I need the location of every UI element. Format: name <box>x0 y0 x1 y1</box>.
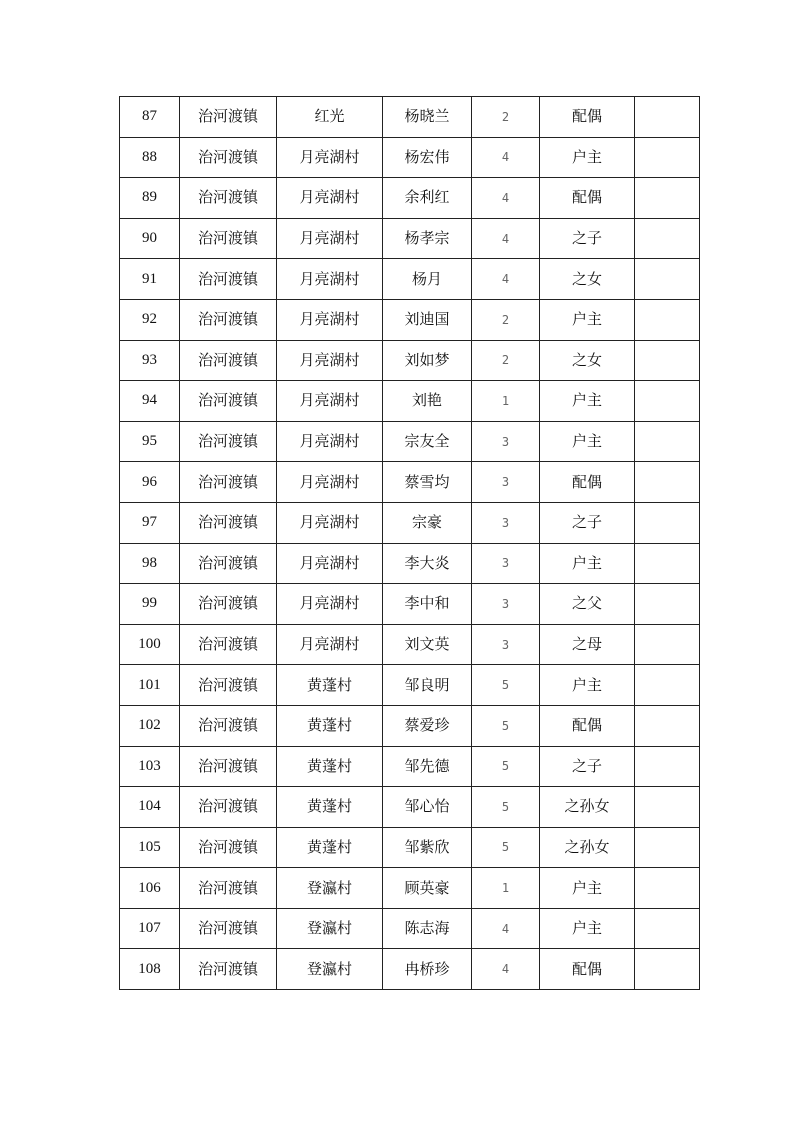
note-cell <box>635 827 700 868</box>
note-cell <box>635 259 700 300</box>
note-cell <box>635 381 700 422</box>
person-name-cell: 杨宏伟 <box>383 137 472 178</box>
town-cell: 治河渡镇 <box>180 178 277 219</box>
person-name-cell: 杨晓兰 <box>383 97 472 138</box>
village-cell: 月亮湖村 <box>277 299 383 340</box>
note-cell <box>635 665 700 706</box>
person-name-cell: 李大炎 <box>383 543 472 584</box>
household-size-cell: 5 <box>472 787 540 828</box>
person-name-cell: 宗豪 <box>383 502 472 543</box>
person-name-cell: 蔡爱珍 <box>383 705 472 746</box>
household-size-cell: 1 <box>472 381 540 422</box>
row-number-cell: 104 <box>120 787 180 828</box>
town-cell: 治河渡镇 <box>180 259 277 300</box>
village-cell: 登瀛村 <box>277 868 383 909</box>
row-number-cell: 106 <box>120 868 180 909</box>
person-name-cell: 顾英豪 <box>383 868 472 909</box>
table-row <box>120 908 700 949</box>
row-number-cell: 98 <box>120 543 180 584</box>
person-name-cell: 李中和 <box>383 584 472 625</box>
table-row <box>120 868 700 909</box>
row-number-cell: 87 <box>120 97 180 138</box>
household-size-cell: 5 <box>472 665 540 706</box>
relation-cell: 户主 <box>540 868 635 909</box>
relation-cell: 配偶 <box>540 97 635 138</box>
row-number-cell: 96 <box>120 462 180 503</box>
household-size-cell: 2 <box>472 299 540 340</box>
note-cell <box>635 584 700 625</box>
relation-cell: 户主 <box>540 665 635 706</box>
relation-cell: 之孙女 <box>540 787 635 828</box>
town-cell: 治河渡镇 <box>180 868 277 909</box>
person-name-cell: 陈志海 <box>383 908 472 949</box>
village-cell: 月亮湖村 <box>277 381 383 422</box>
village-cell: 登瀛村 <box>277 908 383 949</box>
village-cell: 黄蓬村 <box>277 746 383 787</box>
town-cell: 治河渡镇 <box>180 949 277 990</box>
note-cell <box>635 746 700 787</box>
town-cell: 治河渡镇 <box>180 584 277 625</box>
relation-cell: 之父 <box>540 584 635 625</box>
note-cell <box>635 462 700 503</box>
table-row <box>120 259 700 300</box>
table-row <box>120 624 700 665</box>
table-row <box>120 421 700 462</box>
village-cell: 月亮湖村 <box>277 584 383 625</box>
note-cell <box>635 787 700 828</box>
village-cell: 黄蓬村 <box>277 787 383 828</box>
town-cell: 治河渡镇 <box>180 746 277 787</box>
town-cell: 治河渡镇 <box>180 787 277 828</box>
table-row <box>120 746 700 787</box>
relation-cell: 之子 <box>540 502 635 543</box>
household-size-cell: 5 <box>472 705 540 746</box>
table-row <box>120 543 700 584</box>
village-cell: 月亮湖村 <box>277 259 383 300</box>
town-cell: 治河渡镇 <box>180 502 277 543</box>
village-cell: 黄蓬村 <box>277 665 383 706</box>
note-cell <box>635 340 700 381</box>
household-size-cell: 5 <box>472 746 540 787</box>
relation-cell: 配偶 <box>540 705 635 746</box>
village-cell: 黄蓬村 <box>277 827 383 868</box>
village-cell: 登瀛村 <box>277 949 383 990</box>
relation-cell: 之子 <box>540 218 635 259</box>
town-cell: 治河渡镇 <box>180 299 277 340</box>
table-row <box>120 137 700 178</box>
town-cell: 治河渡镇 <box>180 137 277 178</box>
town-cell: 治河渡镇 <box>180 908 277 949</box>
row-number-cell: 92 <box>120 299 180 340</box>
table-row <box>120 218 700 259</box>
relation-cell: 之女 <box>540 259 635 300</box>
row-number-cell: 91 <box>120 259 180 300</box>
household-size-cell: 4 <box>472 949 540 990</box>
row-number-cell: 97 <box>120 502 180 543</box>
person-name-cell: 余利红 <box>383 178 472 219</box>
note-cell <box>635 178 700 219</box>
table-row <box>120 787 700 828</box>
town-cell: 治河渡镇 <box>180 705 277 746</box>
town-cell: 治河渡镇 <box>180 97 277 138</box>
table-row <box>120 299 700 340</box>
table-row <box>120 462 700 503</box>
table-row <box>120 665 700 706</box>
household-size-cell: 4 <box>472 137 540 178</box>
household-size-cell: 4 <box>472 178 540 219</box>
household-size-cell: 4 <box>472 218 540 259</box>
village-cell: 月亮湖村 <box>277 137 383 178</box>
note-cell <box>635 624 700 665</box>
household-size-cell: 3 <box>472 462 540 503</box>
town-cell: 治河渡镇 <box>180 381 277 422</box>
household-size-cell: 1 <box>472 868 540 909</box>
person-name-cell: 刘艳 <box>383 381 472 422</box>
person-name-cell: 杨孝宗 <box>383 218 472 259</box>
row-number-cell: 90 <box>120 218 180 259</box>
note-cell <box>635 97 700 138</box>
note-cell <box>635 218 700 259</box>
relation-cell: 户主 <box>540 381 635 422</box>
table-row <box>120 502 700 543</box>
row-number-cell: 108 <box>120 949 180 990</box>
household-size-cell: 4 <box>472 908 540 949</box>
note-cell <box>635 502 700 543</box>
town-cell: 治河渡镇 <box>180 462 277 503</box>
row-number-cell: 100 <box>120 624 180 665</box>
note-cell <box>635 299 700 340</box>
village-cell: 月亮湖村 <box>277 543 383 584</box>
note-cell <box>635 949 700 990</box>
household-size-cell: 3 <box>472 502 540 543</box>
table-row <box>120 381 700 422</box>
row-number-cell: 99 <box>120 584 180 625</box>
note-cell <box>635 908 700 949</box>
village-cell: 月亮湖村 <box>277 218 383 259</box>
town-cell: 治河渡镇 <box>180 218 277 259</box>
town-cell: 治河渡镇 <box>180 624 277 665</box>
note-cell <box>635 868 700 909</box>
relation-cell: 户主 <box>540 908 635 949</box>
household-size-cell: 4 <box>472 259 540 300</box>
village-cell: 月亮湖村 <box>277 502 383 543</box>
relation-cell: 户主 <box>540 543 635 584</box>
row-number-cell: 89 <box>120 178 180 219</box>
village-cell: 黄蓬村 <box>277 705 383 746</box>
relation-cell: 配偶 <box>540 462 635 503</box>
village-cell: 红光 <box>277 97 383 138</box>
town-cell: 治河渡镇 <box>180 665 277 706</box>
row-number-cell: 105 <box>120 827 180 868</box>
table-row <box>120 340 700 381</box>
household-size-cell: 2 <box>472 97 540 138</box>
row-number-cell: 93 <box>120 340 180 381</box>
village-cell: 月亮湖村 <box>277 178 383 219</box>
row-number-cell: 102 <box>120 705 180 746</box>
person-name-cell: 邹良明 <box>383 665 472 706</box>
person-name-cell: 杨月 <box>383 259 472 300</box>
village-cell: 月亮湖村 <box>277 340 383 381</box>
household-table <box>119 96 700 990</box>
relation-cell: 之女 <box>540 340 635 381</box>
relation-cell: 之子 <box>540 746 635 787</box>
person-name-cell: 刘文英 <box>383 624 472 665</box>
village-cell: 月亮湖村 <box>277 462 383 503</box>
row-number-cell: 101 <box>120 665 180 706</box>
household-size-cell: 3 <box>472 584 540 625</box>
household-size-cell: 5 <box>472 827 540 868</box>
person-name-cell: 邹紫欣 <box>383 827 472 868</box>
household-size-cell: 3 <box>472 624 540 665</box>
person-name-cell: 冉桥珍 <box>383 949 472 990</box>
household-size-cell: 3 <box>472 543 540 584</box>
village-cell: 月亮湖村 <box>277 421 383 462</box>
table-row <box>120 949 700 990</box>
town-cell: 治河渡镇 <box>180 421 277 462</box>
row-number-cell: 95 <box>120 421 180 462</box>
table-row <box>120 97 700 138</box>
note-cell <box>635 543 700 584</box>
relation-cell: 户主 <box>540 421 635 462</box>
row-number-cell: 88 <box>120 137 180 178</box>
person-name-cell: 宗友全 <box>383 421 472 462</box>
table-row <box>120 827 700 868</box>
note-cell <box>635 137 700 178</box>
household-size-cell: 2 <box>472 340 540 381</box>
relation-cell: 配偶 <box>540 178 635 219</box>
row-number-cell: 94 <box>120 381 180 422</box>
table-row <box>120 584 700 625</box>
person-name-cell: 邹先德 <box>383 746 472 787</box>
person-name-cell: 刘如梦 <box>383 340 472 381</box>
table-body <box>120 97 700 990</box>
table-row <box>120 178 700 219</box>
person-name-cell: 蔡雪均 <box>383 462 472 503</box>
town-cell: 治河渡镇 <box>180 543 277 584</box>
household-size-cell: 3 <box>472 421 540 462</box>
row-number-cell: 107 <box>120 908 180 949</box>
relation-cell: 户主 <box>540 299 635 340</box>
relation-cell: 配偶 <box>540 949 635 990</box>
relation-cell: 之孙女 <box>540 827 635 868</box>
relation-cell: 之母 <box>540 624 635 665</box>
person-name-cell: 邹心怡 <box>383 787 472 828</box>
table-row <box>120 705 700 746</box>
town-cell: 治河渡镇 <box>180 827 277 868</box>
row-number-cell: 103 <box>120 746 180 787</box>
village-cell: 月亮湖村 <box>277 624 383 665</box>
note-cell <box>635 705 700 746</box>
note-cell <box>635 421 700 462</box>
person-name-cell: 刘迪国 <box>383 299 472 340</box>
relation-cell: 户主 <box>540 137 635 178</box>
town-cell: 治河渡镇 <box>180 340 277 381</box>
